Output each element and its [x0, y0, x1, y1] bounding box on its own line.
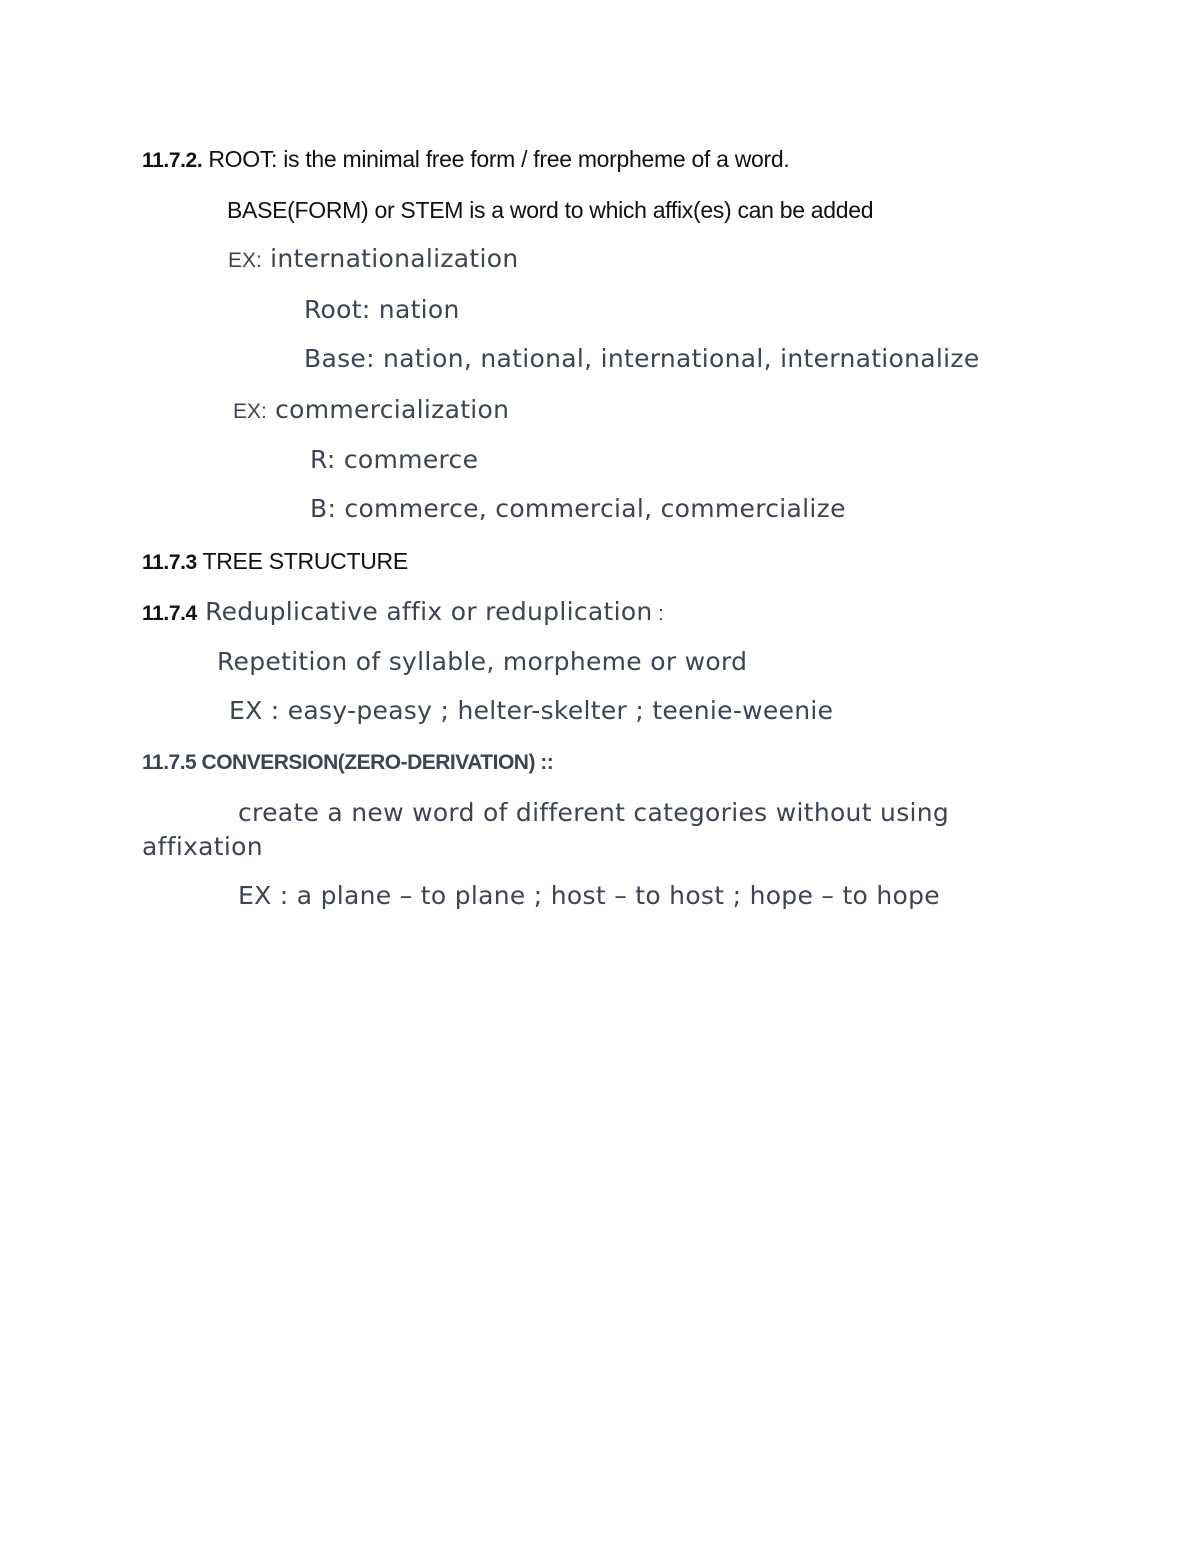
- conversion-example: EX : a plane – to plane ; host – to host ; hope – to hope: [238, 881, 940, 910]
- section-number-11-7-2: 11.7.2.: [142, 149, 203, 172]
- section-title: TREE STRUCTURE: [196, 548, 408, 574]
- conversion-heading: 11.7.5 CONVERSION(ZERO-DERIVATION) ::: [142, 751, 554, 774]
- section-number-11-7-4: 11.7.4: [142, 602, 197, 625]
- example-label: EX:: [233, 400, 267, 423]
- root-definition-text: ROOT: is the minimal free form / free morpheme of a word.: [202, 146, 790, 172]
- base-definition-line: BASE(FORM) or STEM is a word to which affix(es) can be added: [227, 197, 874, 223]
- base-commerce-line: B: commerce, commercial, commercialize: [310, 494, 846, 523]
- root-commerce-line: R: commerce: [310, 445, 479, 474]
- tree-structure-heading: [142, 548, 408, 575]
- reduplication-definition: Repetition of syllable, morpheme or word: [217, 647, 748, 676]
- example-internationalization: [228, 245, 519, 274]
- example-commercialization: [233, 396, 509, 425]
- conversion-definition-line-2: affixation: [142, 832, 263, 861]
- root-definition-line: [142, 146, 789, 173]
- section-number-11-7-3: 11.7.3: [142, 551, 197, 574]
- section-title: Reduplicative affix or reduplication: [196, 597, 653, 626]
- example-word: internationalization: [261, 244, 519, 273]
- reduplication-heading: [142, 598, 664, 627]
- conversion-definition-line-1: create a new word of different categories without using: [238, 798, 950, 827]
- root-nation-line: Root: nation: [304, 295, 460, 324]
- example-label: EX:: [228, 249, 262, 272]
- example-word: commercialization: [266, 395, 510, 424]
- reduplication-example: EX : easy-peasy ; helter-skelter ; teenie-weenie: [229, 696, 834, 725]
- heading-colon: :: [652, 603, 664, 625]
- base-nation-line: Base: nation, national, international, internationalize: [304, 344, 980, 373]
